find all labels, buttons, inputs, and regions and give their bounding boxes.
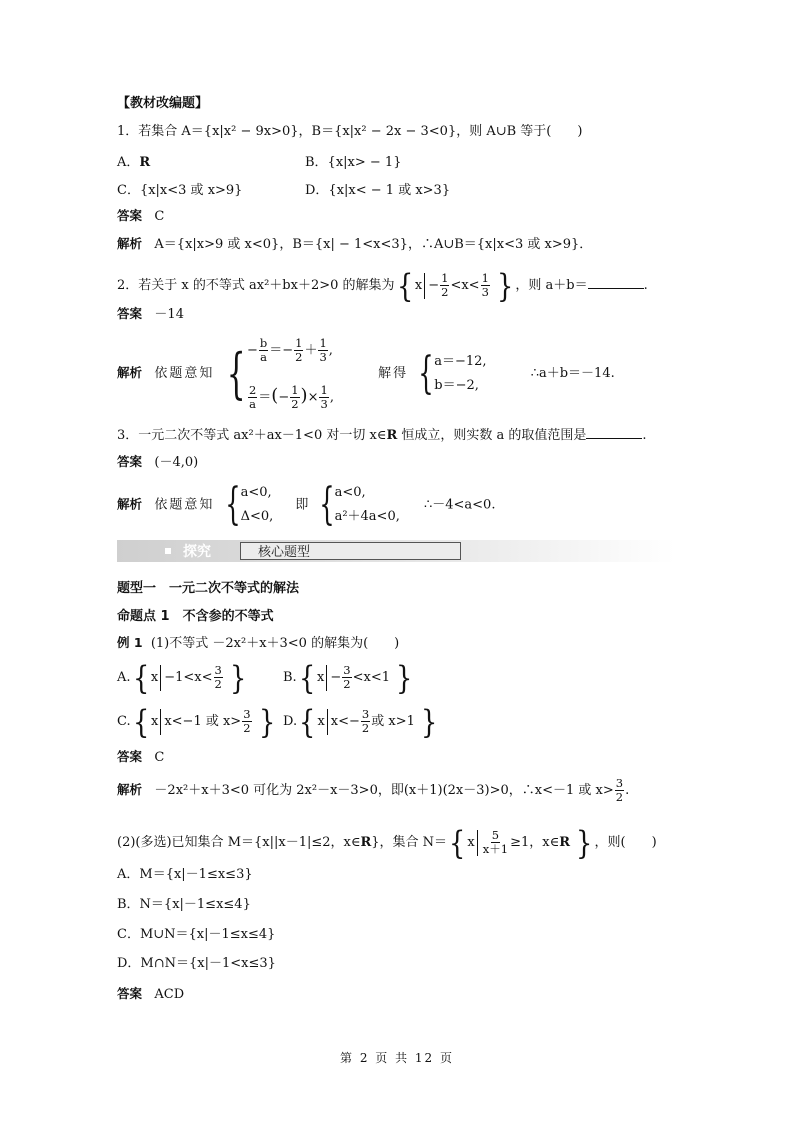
part2-option-d: D．M∩N＝{x|－1<x≤3} xyxy=(117,956,276,971)
section-banner xyxy=(117,540,675,562)
q2-analysis: 解析 依题意知 { − $\frac{b}{a}$ ＝− $\frac{1}{2}$ ＋ $\frac{1}{3}$ , $\frac{2}{a}$ ＝(− $\frac{1}{2}$ )× $\frac{1}{3}$ , 解得 { a＝−12, b＝−2, ∴a＋b＝－14. xyxy=(117,335,615,411)
example-option-a: A.{ x −1<x< $\frac{3}{2}$ } xyxy=(117,658,247,697)
q3-answer: 答案 (－4,0) xyxy=(117,454,199,470)
q1-option-c: C．{x|x<3 或 x>9} xyxy=(117,183,243,198)
example-option-c: C.{ x x<−1 或 x> $\frac{3}{2}$ } xyxy=(117,702,276,741)
part2-stem: (2)(多选)已知集合 M＝{x||x－1|≤2，x∈R}，集合 N＝{ x $\frac{5}{x+1}$ ≥1，x∈R } ，则( ) xyxy=(117,823,657,862)
q3-analysis: 解析 依题意知 { a<0, Δ<0, 即 { a<0, a²＋4a<0, ∴－4<a<0. xyxy=(117,479,496,530)
example-answer: 答案 C xyxy=(117,749,165,765)
q1-option-b: B．{x|x> − 1} xyxy=(305,155,402,170)
example-option-b: B.{ x − $\frac{3}{2}$ <x<1 } xyxy=(283,658,413,697)
part2-option-a: A．M＝{x|－1≤x≤3} xyxy=(117,867,253,882)
q1-option-d: D．{x|x< − 1 或 x>3} xyxy=(305,183,451,198)
topic-point: 命题点 1 不含参的不等式 xyxy=(117,609,274,624)
example-option-d: D.{ x x<− $\frac{3}{2}$ 或 x>1 } xyxy=(283,702,438,741)
banner-left-label: 探究 xyxy=(183,544,211,560)
q3-stem: 3．一元二次不等式 ax²＋ax－1<0 对一切 x∈R 恒成立，则实数 a 的取值范围是 . xyxy=(117,425,647,445)
q1-answer: 答案 C xyxy=(117,208,165,224)
part2-answer: 答案 ACD xyxy=(117,986,185,1002)
part2-option-b: B．N＝{x|－1≤x≤4} xyxy=(117,897,251,912)
q3-blank xyxy=(586,425,642,439)
example-1-stem: 例 1 (1)不等式 －2x²＋x＋3<0 的解集为( ) xyxy=(117,635,400,651)
q1-option-a: A．R xyxy=(117,155,151,170)
q2-blank xyxy=(588,275,644,289)
q1-analysis: 解析 A＝{x|x>9 或 x<0}，B＝{x| − 1<x<3}，∴A∪B＝{x|x<3 或 x>9}． xyxy=(117,236,593,252)
section-label: 【教材改编题】 xyxy=(117,96,209,111)
topic-title: 题型一 一元二次不等式的解法 xyxy=(117,581,300,596)
banner-right-label: 核心题型 xyxy=(258,545,311,560)
part2-option-c: C．M∪N＝{x|－1≤x≤4} xyxy=(117,927,276,942)
page-footer: 第 2 页 共 12 页 xyxy=(340,1051,454,1065)
square-bullet-icon xyxy=(165,548,171,554)
q2-stem: 2．若关于 x 的不等式 ax²＋bx＋2>0 的解集为{ x − $\frac{1}{2}$ <x< $\frac{1}{3}$ } ，则 a＋b＝ . xyxy=(117,266,648,305)
example-analysis: 解析 －2x²＋x＋3<0 可化为 2x²－x－3>0，即(x＋1)(2x－3)>0，∴x<－1 或 x> $\frac{3}{2}$ . xyxy=(117,776,630,804)
q1-stem: 1．若集合 A＝{x|x² − 9x>0}，B＝{x|x² − 2x − 3<0}，则 A∪B 等于( ) xyxy=(117,124,583,139)
q2-answer: 答案 －14 xyxy=(117,306,184,322)
